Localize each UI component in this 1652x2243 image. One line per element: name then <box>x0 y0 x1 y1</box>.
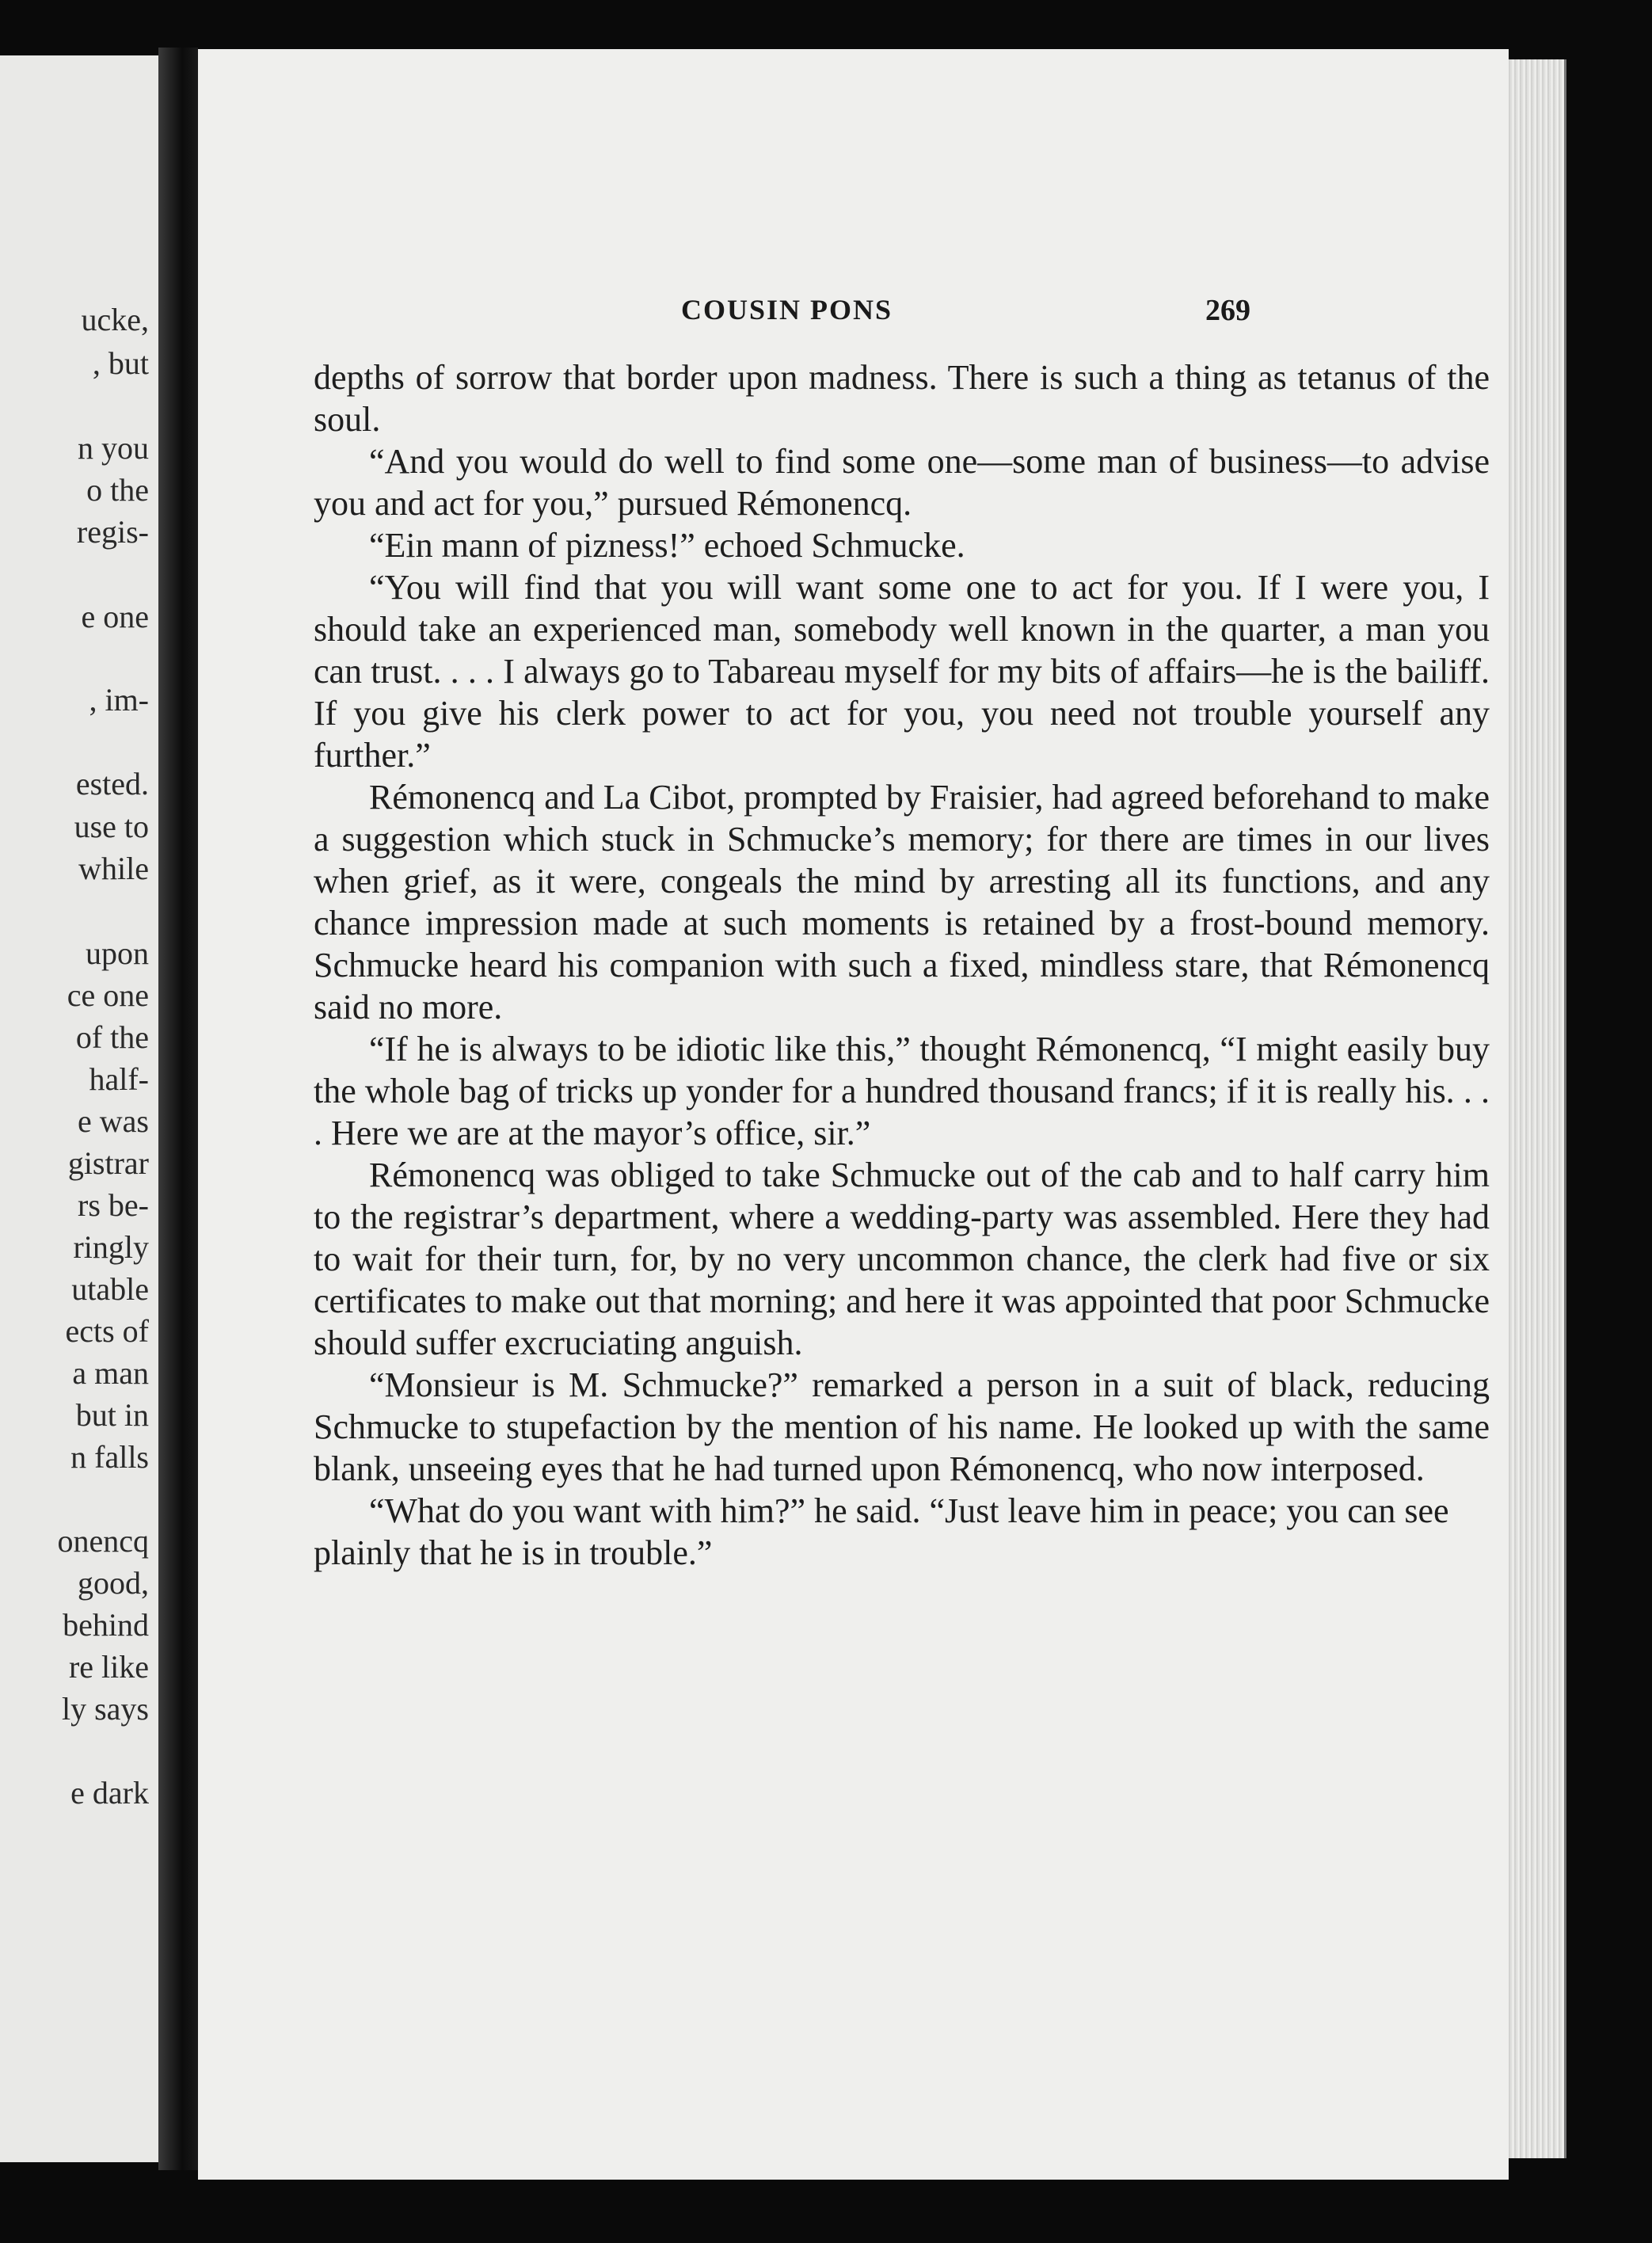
paragraph: “Ein mann of pizness!” echoed Schmucke. <box>369 526 965 565</box>
left-page-fragment: of the <box>75 1019 149 1055</box>
paragraph: “If he is always to be idiotic like this,” thought Rémonencq, “I might easily buy the whole bag of tricks up yonder for a hundred thousand francs; if it is really his. . . . Here we are at the mayor’s office, sir.” <box>314 1030 1490 1152</box>
book-gutter <box>158 48 198 2170</box>
body-text <box>314 356 1490 1574</box>
left-page-fragment: use to <box>74 809 149 844</box>
left-page-fragment: good, <box>78 1565 149 1601</box>
page-number: 269 <box>1205 294 1250 327</box>
left-page-fragment: gistrar <box>67 1145 149 1181</box>
left-page-fragment: ects of <box>65 1313 149 1349</box>
left-page-fragment: utable <box>71 1271 149 1307</box>
paragraph: “And you would do well to find some one—some man of business—to advise you and act for you,” pursued Rémonencq. <box>314 442 1490 523</box>
left-page-fragment: rs be- <box>78 1187 149 1223</box>
left-page-fragment: upon <box>86 935 149 971</box>
left-page-fragment: ucke, <box>81 302 149 337</box>
left-page-fragment: e dark <box>70 1775 149 1811</box>
left-page-fragment: ly says <box>62 1691 149 1727</box>
left-page-fragment: half- <box>89 1061 149 1097</box>
left-page-fragment: , im- <box>89 682 149 718</box>
paragraph: “You will find that you will want some one to act for you. If I were you, I should take an experienced man, somebody well known in the quarter, a man you can trust. . . . I always go to Tabareau myself for my bits of affairs—he is the bailiff. If you give his clerk power to act for you, you need not trouble yourself any further.” <box>314 568 1490 775</box>
left-page-fragment: but in <box>75 1397 149 1433</box>
left-page-fragment: ested. <box>75 766 149 802</box>
left-page-fragment: onencq <box>57 1523 149 1559</box>
left-page-fragment: e one <box>81 599 149 634</box>
left-page-fragment: behind <box>63 1607 149 1643</box>
running-title: COUSIN PONS <box>681 294 893 326</box>
left-facing-page <box>0 55 158 2162</box>
running-head <box>198 293 1509 333</box>
left-page-fragment: o the <box>86 472 149 508</box>
left-page-fragment: n you <box>78 430 149 466</box>
left-page-fragment: re like <box>68 1649 149 1685</box>
left-page-fragment: , but <box>92 345 149 381</box>
left-page-fragment: e was <box>78 1103 149 1139</box>
paragraph: Rémonencq and La Cibot, prompted by Fraisier, had agreed beforehand to make a suggestion which stuck in Schmucke’s memory; for there are times in our lives when grief, as it were, congeals the mind by arresting all its functions, and any chance impression made at such moments is retained by a frost-bound memory. Schmucke heard his companion with such a fixed, mindless stare, that Rémonencq said no more. <box>314 778 1490 1026</box>
paragraph: Rémonencq was obliged to take Schmucke out of the cab and to half carry him to the registrar’s department, where a wedding-party was assembled. Here they had to wait for their turn, for, by no very uncommon chance, the clerk had five or six certificates to make out that morning; and here it was appointed that poor Schmucke should suffer excruciating anguish. <box>314 1156 1490 1362</box>
left-page-fragment: while <box>78 851 149 886</box>
left-page-fragment: n falls <box>70 1439 149 1475</box>
paragraph: “What do you want with him?” he said. “Just leave him in peace; you can see plainly that he is in trouble.” <box>314 1491 1449 1572</box>
paragraph: depths of sorrow that border upon madness. There is such a thing as tetanus of the soul. <box>314 358 1490 439</box>
left-page-fragment: ce one <box>67 977 149 1013</box>
paragraph: “Monsieur is M. Schmucke?” remarked a person in a suit of black, reducing Schmucke to stupefaction by the mention of his name. He looked up with the same blank, unseeing eyes that he had turned upon Rémonencq, who now interposed. <box>314 1365 1490 1488</box>
left-page-fragment: a man <box>72 1355 149 1391</box>
left-page-fragment: ringly <box>73 1229 149 1265</box>
left-page-fragment: regis- <box>76 514 149 550</box>
right-page <box>198 49 1509 2180</box>
